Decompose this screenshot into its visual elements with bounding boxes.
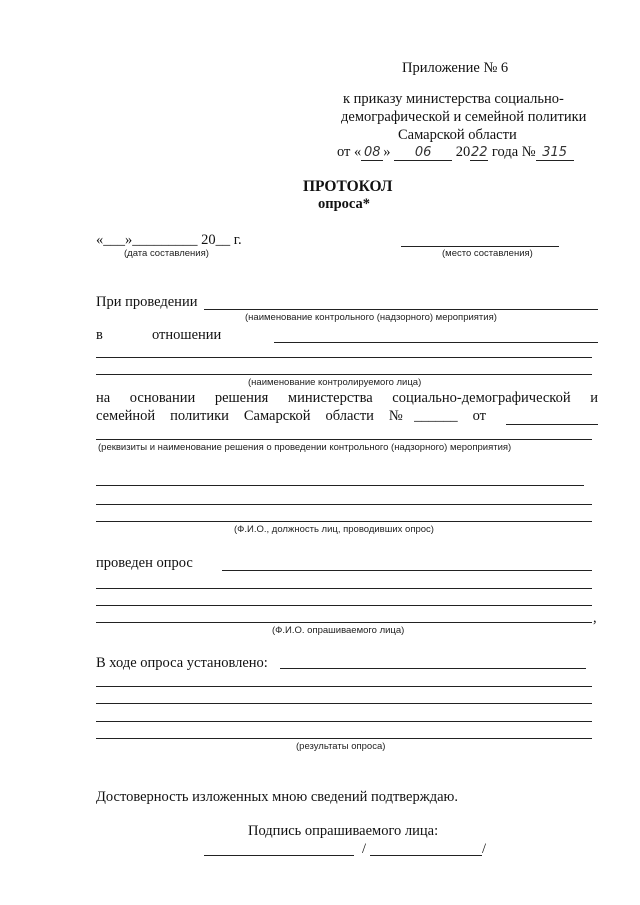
date-year-label: года № bbox=[491, 144, 536, 160]
signature-name-line bbox=[370, 855, 482, 856]
results-line-5 bbox=[96, 738, 592, 739]
basis-line-2: семейной политики Самарской области №______ от bbox=[96, 408, 486, 424]
place-line bbox=[401, 246, 559, 247]
regarding-v: в bbox=[96, 327, 103, 343]
confirmation-text: Достоверность изложенных мною сведений подтверждаю. bbox=[96, 789, 459, 805]
respondent-line-4 bbox=[96, 622, 592, 623]
results-line-1 bbox=[280, 668, 586, 669]
date-template: «___»_________ 20__ г. bbox=[96, 232, 242, 248]
date-year-prefix: 20 bbox=[455, 144, 471, 160]
event-line bbox=[204, 309, 598, 310]
results-line-4 bbox=[96, 721, 592, 722]
results-line-2 bbox=[96, 686, 592, 687]
order-number: 315 bbox=[536, 145, 574, 161]
conducting-label: При проведении bbox=[96, 294, 198, 310]
place-caption: (место составления) bbox=[442, 248, 533, 259]
signature-label: Подпись опрашиваемого лица: bbox=[248, 823, 439, 839]
appendix-date-row bbox=[337, 144, 574, 161]
respondent-line-3 bbox=[96, 605, 592, 606]
signature-slash-2: / bbox=[482, 841, 487, 857]
respondent-caption: (Ф.И.О. опрашиваемого лица) bbox=[272, 625, 405, 636]
date-day: 08 bbox=[361, 145, 383, 161]
inspectors-line-2 bbox=[96, 504, 592, 505]
decision-line bbox=[96, 439, 592, 440]
established-label: В ходе опроса установлено: bbox=[96, 655, 268, 671]
respondent-comma: , bbox=[593, 610, 597, 626]
decision-number-line bbox=[506, 424, 598, 425]
date-year-suffix: 22 bbox=[471, 145, 488, 160]
results-line-3 bbox=[96, 703, 592, 704]
respondent-line-2 bbox=[96, 588, 592, 589]
person-line-1 bbox=[274, 342, 598, 343]
person-caption: (наименование контролируемого лица) bbox=[248, 377, 422, 388]
date-month: 06 bbox=[394, 145, 452, 161]
decision-caption: (реквизиты и наименование решения о проведении контрольного (надзорного) мероприятия) bbox=[98, 442, 512, 453]
date-prefix: от « bbox=[337, 144, 362, 160]
inspectors-caption: (Ф.И.О., должность лиц, проводивших опрос) bbox=[234, 524, 434, 535]
appendix-line-1: к приказу министерства социально- bbox=[343, 91, 564, 107]
signature-slash-1: / bbox=[362, 841, 367, 857]
appendix-line-3: Самарской области bbox=[398, 127, 517, 143]
date-caption: (дата составления) bbox=[124, 248, 209, 259]
inspectors-line-3 bbox=[96, 521, 592, 522]
event-caption: (наименование контрольного (надзорного) мероприятия) bbox=[245, 312, 497, 323]
survey-conducted-label: проведен опрос bbox=[96, 555, 193, 571]
signature-line bbox=[204, 855, 354, 856]
results-caption: (результаты опроса) bbox=[296, 741, 386, 752]
regarding-word: отношении bbox=[152, 327, 222, 343]
protocol-title: ПРОТОКОЛ bbox=[303, 178, 393, 195]
appendix-line-2: демографической и семейной политики bbox=[341, 109, 587, 125]
appendix-title: Приложение № 6 bbox=[402, 60, 509, 76]
inspectors-line-1 bbox=[96, 485, 584, 486]
person-line-3 bbox=[96, 374, 592, 375]
basis-line-1: на основании решения министерства социально-демографической и bbox=[96, 390, 598, 406]
respondent-line-1 bbox=[222, 570, 592, 571]
person-line-2 bbox=[96, 357, 592, 358]
date-mid: » bbox=[383, 144, 391, 160]
protocol-subtitle: опроса* bbox=[318, 196, 371, 212]
